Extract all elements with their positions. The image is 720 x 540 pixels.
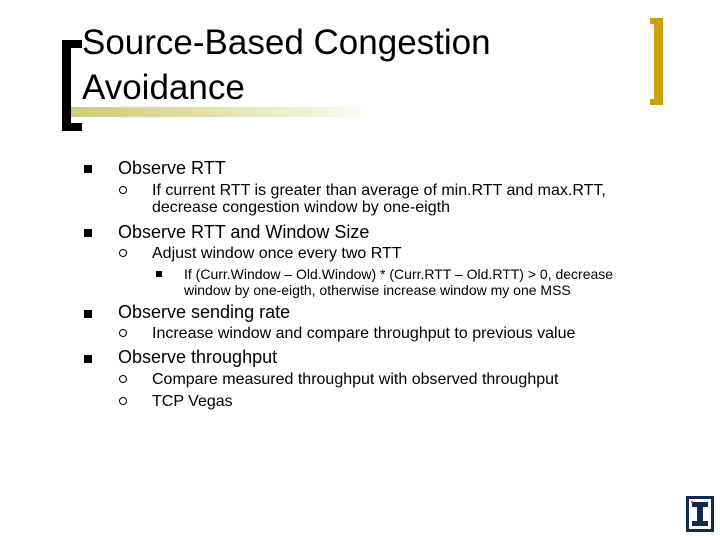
bullet-square-icon <box>84 355 92 363</box>
right-bracket-icon <box>654 18 663 105</box>
sub-bullet-ring-icon <box>119 397 127 405</box>
bullet-2-sub-1-line-1: Adjust window once every two RTT <box>152 245 402 262</box>
bullet-1-sub-1-line-2: decrease congestion window by one-eigth <box>152 199 450 216</box>
left-bracket-icon <box>62 40 71 131</box>
bullet-square-icon <box>84 310 92 318</box>
bullet-1-text: Observe RTT <box>118 158 226 178</box>
bullet-4-sub-1-line-1: Compare measured throughput with observed throughput <box>152 371 559 388</box>
sub-bullet-ring-icon <box>119 249 127 257</box>
title-line-2: Avoidance <box>82 68 245 107</box>
right-bracket-bottom <box>650 99 663 105</box>
sub-sub-bullet-square-icon <box>156 271 162 277</box>
bullet-3-text: Observe sending rate <box>118 302 291 322</box>
bullet-1-sub-1-line-1: If current RTT is greater than average of min.RTT and max.RTT, <box>152 182 606 199</box>
left-bracket-top <box>62 40 82 48</box>
left-bracket-bottom <box>62 123 82 131</box>
bullet-4-text: Observe throughput <box>118 347 278 367</box>
bullet-2-subsub-1-line-1: If (Curr.Window – Old.Window) * (Curr.RTT – Old.RTT) > 0, decrease <box>184 266 614 282</box>
bullet-square-icon <box>84 229 92 237</box>
bullet-2-subsub-1-line-2: window by one-eigth, otherwise increase window my one MSS <box>184 282 571 298</box>
right-bracket-top <box>650 18 663 24</box>
sub-bullet-ring-icon <box>119 375 127 383</box>
bullet-4-sub-2-line-1: TCP Vegas <box>152 393 233 410</box>
title-line-1: Source-Based Congestion <box>82 23 491 62</box>
bullet-square-icon <box>84 165 92 173</box>
slide-title <box>82 20 642 110</box>
sub-bullet-ring-icon <box>119 329 127 337</box>
sub-bullet-ring-icon <box>119 186 127 194</box>
bullet-3-sub-1-line-1: Increase window and compare throughput to previous value <box>152 325 576 342</box>
bullet-2-text: Observe RTT and Window Size <box>118 222 370 242</box>
illinois-block-i-icon <box>686 496 714 532</box>
